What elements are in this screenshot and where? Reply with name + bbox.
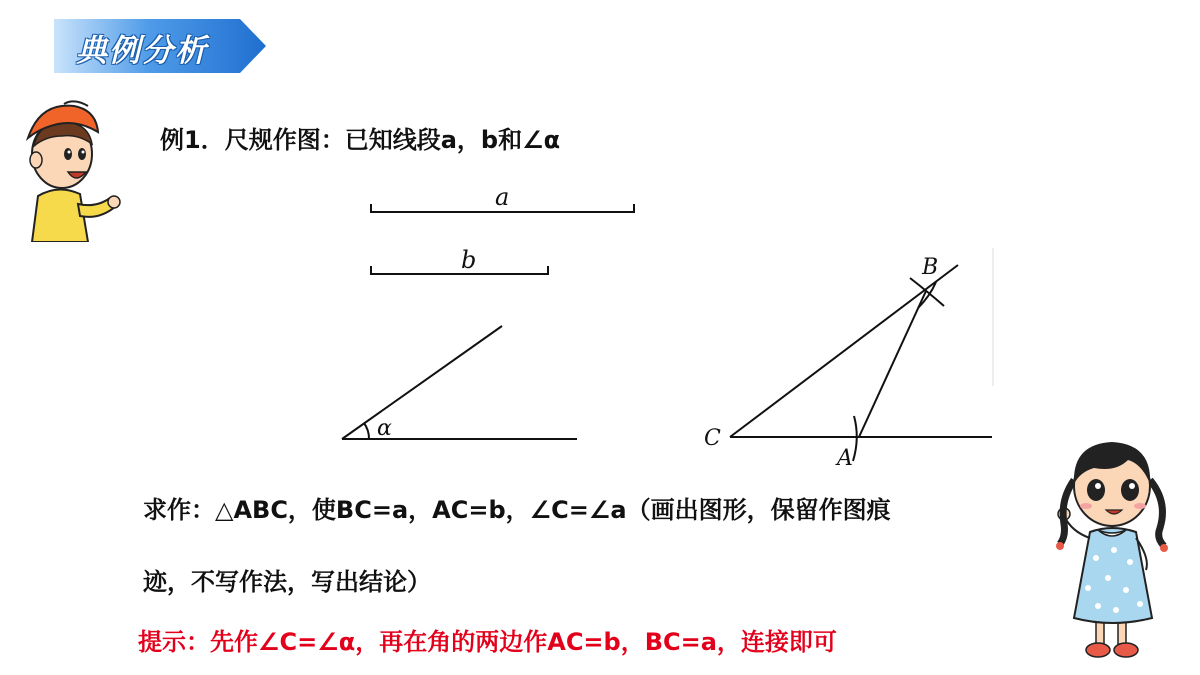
hint-text: 提示：先作∠C=∠α，再在角的两边作AC=b，BC=a，连接即可 [138, 628, 837, 656]
angle-alpha-label: α [377, 416, 392, 441]
construction-triangle [730, 265, 992, 461]
girl-character-illustration [1052, 428, 1176, 660]
ray-c-upper [730, 265, 958, 437]
problem-title: 例1．尺规作图：已知线段a，b和∠α [160, 126, 561, 154]
vertex-c-label: C [704, 426, 721, 451]
segment-a-label: a [495, 183, 510, 211]
problem-requirement-line2: 迹，不写作法，写出结论） [143, 568, 431, 596]
vertex-a-label: A [837, 446, 853, 471]
segment-b [371, 266, 548, 275]
side-ab [859, 291, 926, 437]
segment-b-label: b [461, 246, 477, 274]
vertex-b-label: B [922, 255, 939, 280]
construction-arc-a [853, 416, 857, 461]
problem-requirement-line1: 求作：△ABC，使BC=a，AC=b，∠C=∠a（画出图形，保留作图痕 [143, 496, 891, 524]
construction-arc-b1 [910, 278, 944, 306]
section-title: 典例分析 [76, 33, 208, 69]
